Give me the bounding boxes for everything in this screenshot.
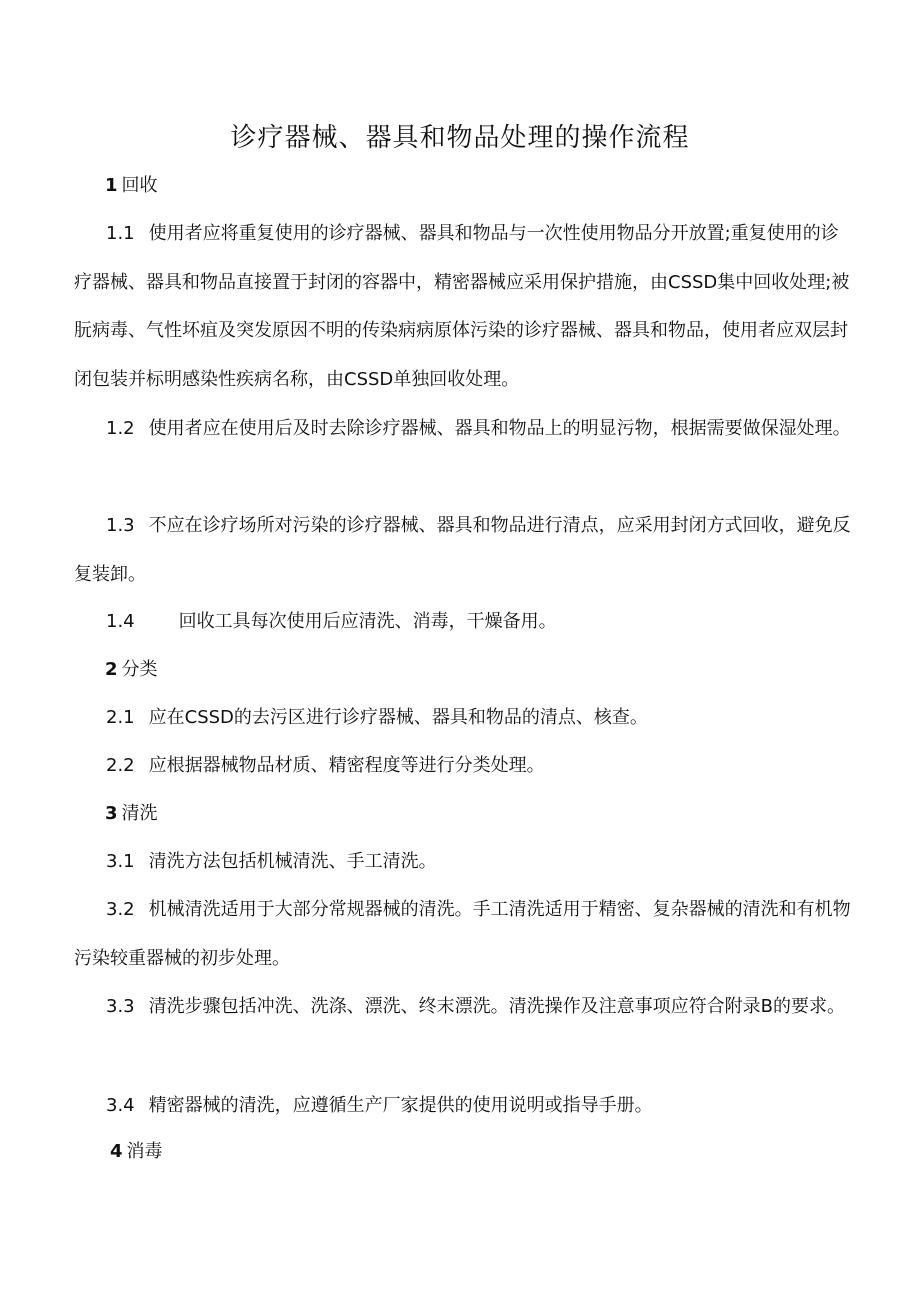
paragraph-text: 机械清洗适用于大部分常规器械的清洗。手工清洗适用于精密、复杂器械的清洗和有机物污染较重器械的初步处理。 <box>74 899 851 969</box>
paragraph-3-2 <box>74 886 854 983</box>
section-heading-1 <box>105 162 885 211</box>
paragraph-number: 3.3 <box>106 996 135 1017</box>
paragraph-number: 3.4 <box>106 1095 135 1116</box>
paragraph-number: 2.2 <box>106 755 135 776</box>
paragraph-2-1 <box>74 694 854 743</box>
section-heading-2 <box>105 646 885 695</box>
paragraph-text: 回收工具每次使用后应清洗、消毒，干燥备用。 <box>178 611 557 632</box>
section-number: 3 <box>105 803 118 824</box>
section-label: 分类 <box>121 659 158 680</box>
section-number: 2 <box>105 659 118 680</box>
paragraph-2-2 <box>74 742 854 791</box>
paragraph-text: 精密器械的清洗，应遵循生产厂家提供的使用说明或指导手册。 <box>148 1095 653 1116</box>
paragraph-text: 应在CSSD的去污区进行诊疗器械、器具和物品的清点、核查。 <box>148 707 648 728</box>
section-label: 消毒 <box>126 1141 163 1162</box>
section-number: 1 <box>105 175 118 196</box>
paragraph-text: 清洗方法包括机械清洗、手工清洗。 <box>148 851 437 872</box>
section-label: 清洗 <box>121 803 158 824</box>
paragraph-text: 不应在诊疗场所对污染的诊疗器械、器具和物品进行清点，应采用封闭方式回收，避免反复装卸。 <box>74 515 851 585</box>
paragraph-1-3 <box>74 502 854 599</box>
paragraph-text: 使用者应在使用后及时去除诊疗器械、器具和物品上的明显污物，根据需要做保湿处理。 <box>148 418 851 439</box>
paragraph-1-2 <box>74 405 854 454</box>
paragraph-3-1 <box>74 838 854 887</box>
section-number: 4 <box>110 1141 123 1162</box>
paragraph-1-1 <box>74 210 854 404</box>
paragraph-number: 1.3 <box>106 515 135 536</box>
paragraph-1-4 <box>74 598 854 647</box>
paragraph-3-4 <box>74 1082 854 1131</box>
section-heading-3 <box>105 790 885 839</box>
paragraph-text: 使用者应将重复使用的诊疗器械、器具和物品与一次性使用物品分开放置;重复使用的诊疗器械、器具和物品直接置于封闭的容器中，精密器械应采用保护措施，由CSSD集中回收处理;被朊病毒、气性坏疽及突发原因不明的传染病病原体污染的诊疗器械、器具和物品，使用者应双层封闭包装并标明感染性疾病名称，由CSSD单独回收处理。 <box>74 223 850 390</box>
paragraph-number: 1.2 <box>106 418 135 439</box>
paragraph-number: 1.1 <box>106 223 135 244</box>
section-label: 回收 <box>121 175 158 196</box>
paragraph-text: 应根据器械物品材质、精密程度等进行分类处理。 <box>148 755 545 776</box>
section-heading-4 <box>110 1128 890 1177</box>
paragraph-number: 3.2 <box>106 899 135 920</box>
paragraph-number: 3.1 <box>106 851 135 872</box>
paragraph-number: 2.1 <box>106 707 135 728</box>
paragraph-number: 1.4 <box>106 611 135 632</box>
paragraph-text: 清洗步骤包括冲洗、洗涤、漂洗、终末漂洗。清洗操作及注意事项应符合附录B的要求。 <box>148 996 845 1017</box>
paragraph-3-3 <box>74 983 854 1032</box>
page-title: 诊疗器械、器具和物品处理的操作流程 <box>230 123 690 153</box>
